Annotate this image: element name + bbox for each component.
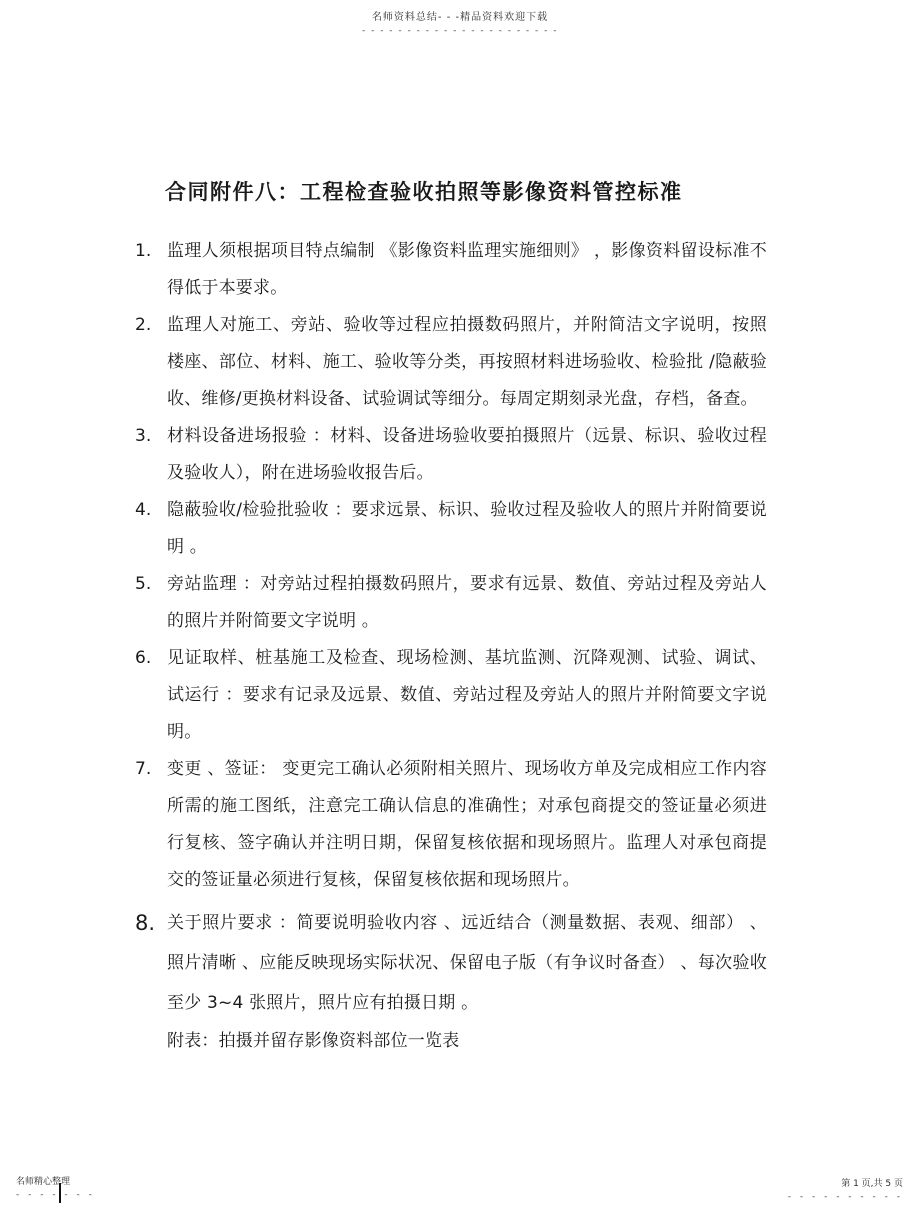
- list-item-7-number: 7.: [135, 759, 152, 779]
- list-item-2: [135, 307, 800, 418]
- list-item-1-number: 1.: [135, 241, 152, 261]
- list-item-3-number: 3.: [135, 426, 152, 446]
- list-item-4: [135, 492, 800, 566]
- list-item-6: [135, 640, 800, 751]
- footer-right: [788, 1176, 903, 1202]
- document-title: 合同附件八：工程检查验收拍照等影像资料管控标准: [165, 180, 683, 204]
- list-item-1-text: 监理人须根据项目特点编制 《影像资料监理实施细则》 ，影像资料留设标准不得低于本要求。: [167, 241, 767, 298]
- list-item-2-text: 监理人对施工、旁站、验收等过程应拍摄数码照片，并附简洁文字说明，按照楼座、部位、材料、施工、验收等分类，再按照材料进场验收、检验批 /隐蔽验收、维修/更换材料设备、试验调试等细分。每周定期刻录光盘，存档，备查。: [167, 315, 767, 409]
- footer-right-dots: - - - - - - - - - -: [787, 1192, 903, 1202]
- numbered-list: [135, 233, 800, 1060]
- header-watermark-text: 名师资料总结- - -精品资料欢迎下载: [371, 12, 549, 23]
- list-item-8-text: 关于照片要求 ：简要说明验收内容 、远近结合（测量数据、表观、细部） 、照片清晰 、应能反映现场实际状况、保留电子版（有争议时备查） 、每次验收至少 3~4 张照片，照片应有拍摄日期 。: [167, 913, 767, 1013]
- footer-left-dots: - - - - - - -: [16, 1190, 95, 1200]
- list-item-4-number: 4.: [135, 500, 152, 520]
- footer-right-text: 第 1 页,共 5 页: [841, 1179, 903, 1189]
- list-item-5: [135, 566, 800, 640]
- list-item-8: [135, 903, 800, 1023]
- footer-left-text: 名师精心整理: [16, 1177, 71, 1187]
- list-item-5-number: 5.: [135, 574, 152, 594]
- list-item-6-number: 6.: [135, 648, 152, 668]
- list-item-4-text: 隐蔽验收/检验批验收 ：要求远景、标识、验收过程及验收人的照片并附简要说明 。: [167, 500, 767, 557]
- footer-left: [16, 1174, 95, 1200]
- list-item-7: [135, 751, 800, 899]
- list-item-5-text: 旁站监理 ：对旁站过程拍摄数码照片，要求有远景、数值、旁站过程及旁站人的照片并附简要文字说明 。: [167, 574, 767, 631]
- header-dotted-line: - - - - - - - - - - - - - - - - - - - - - -: [361, 26, 559, 36]
- list-item-6-text: 见证取样、桩基施工及检查、现场检测、基坑监测、沉降观测、试验、调试、试运行 ：要求有记录及远景、数值、旁站过程及旁站人的照片并附简要文字说明。: [167, 648, 767, 742]
- list-item-2-number: 2.: [135, 315, 152, 335]
- appendix-note: 附表：拍摄并留存影像资料部位一览表: [167, 1031, 460, 1051]
- list-item-1: [135, 233, 800, 307]
- list-item-8-number: 8.: [135, 911, 156, 935]
- document-header: [0, 8, 920, 36]
- list-item-3: [135, 418, 800, 492]
- list-item-3-text: 材料设备进场报验 ：材料、设备进场验收要拍摄照片（远景、标识、验收过程及验收人），附在进场验收报告后。: [167, 426, 767, 483]
- list-item-7-text: 变更 、签证： 变更完工确认必须附相关照片、现场收方单及完成相应工作内容所需的施工图纸，注意完工确认信息的准确性；对承包商提交的签证量必须进行复核、签字确认并注明日期，保留复核依据和现场照片。监理人对承包商提交的签证量必须进行复核，保留复核依据和现场照片。: [167, 759, 767, 890]
